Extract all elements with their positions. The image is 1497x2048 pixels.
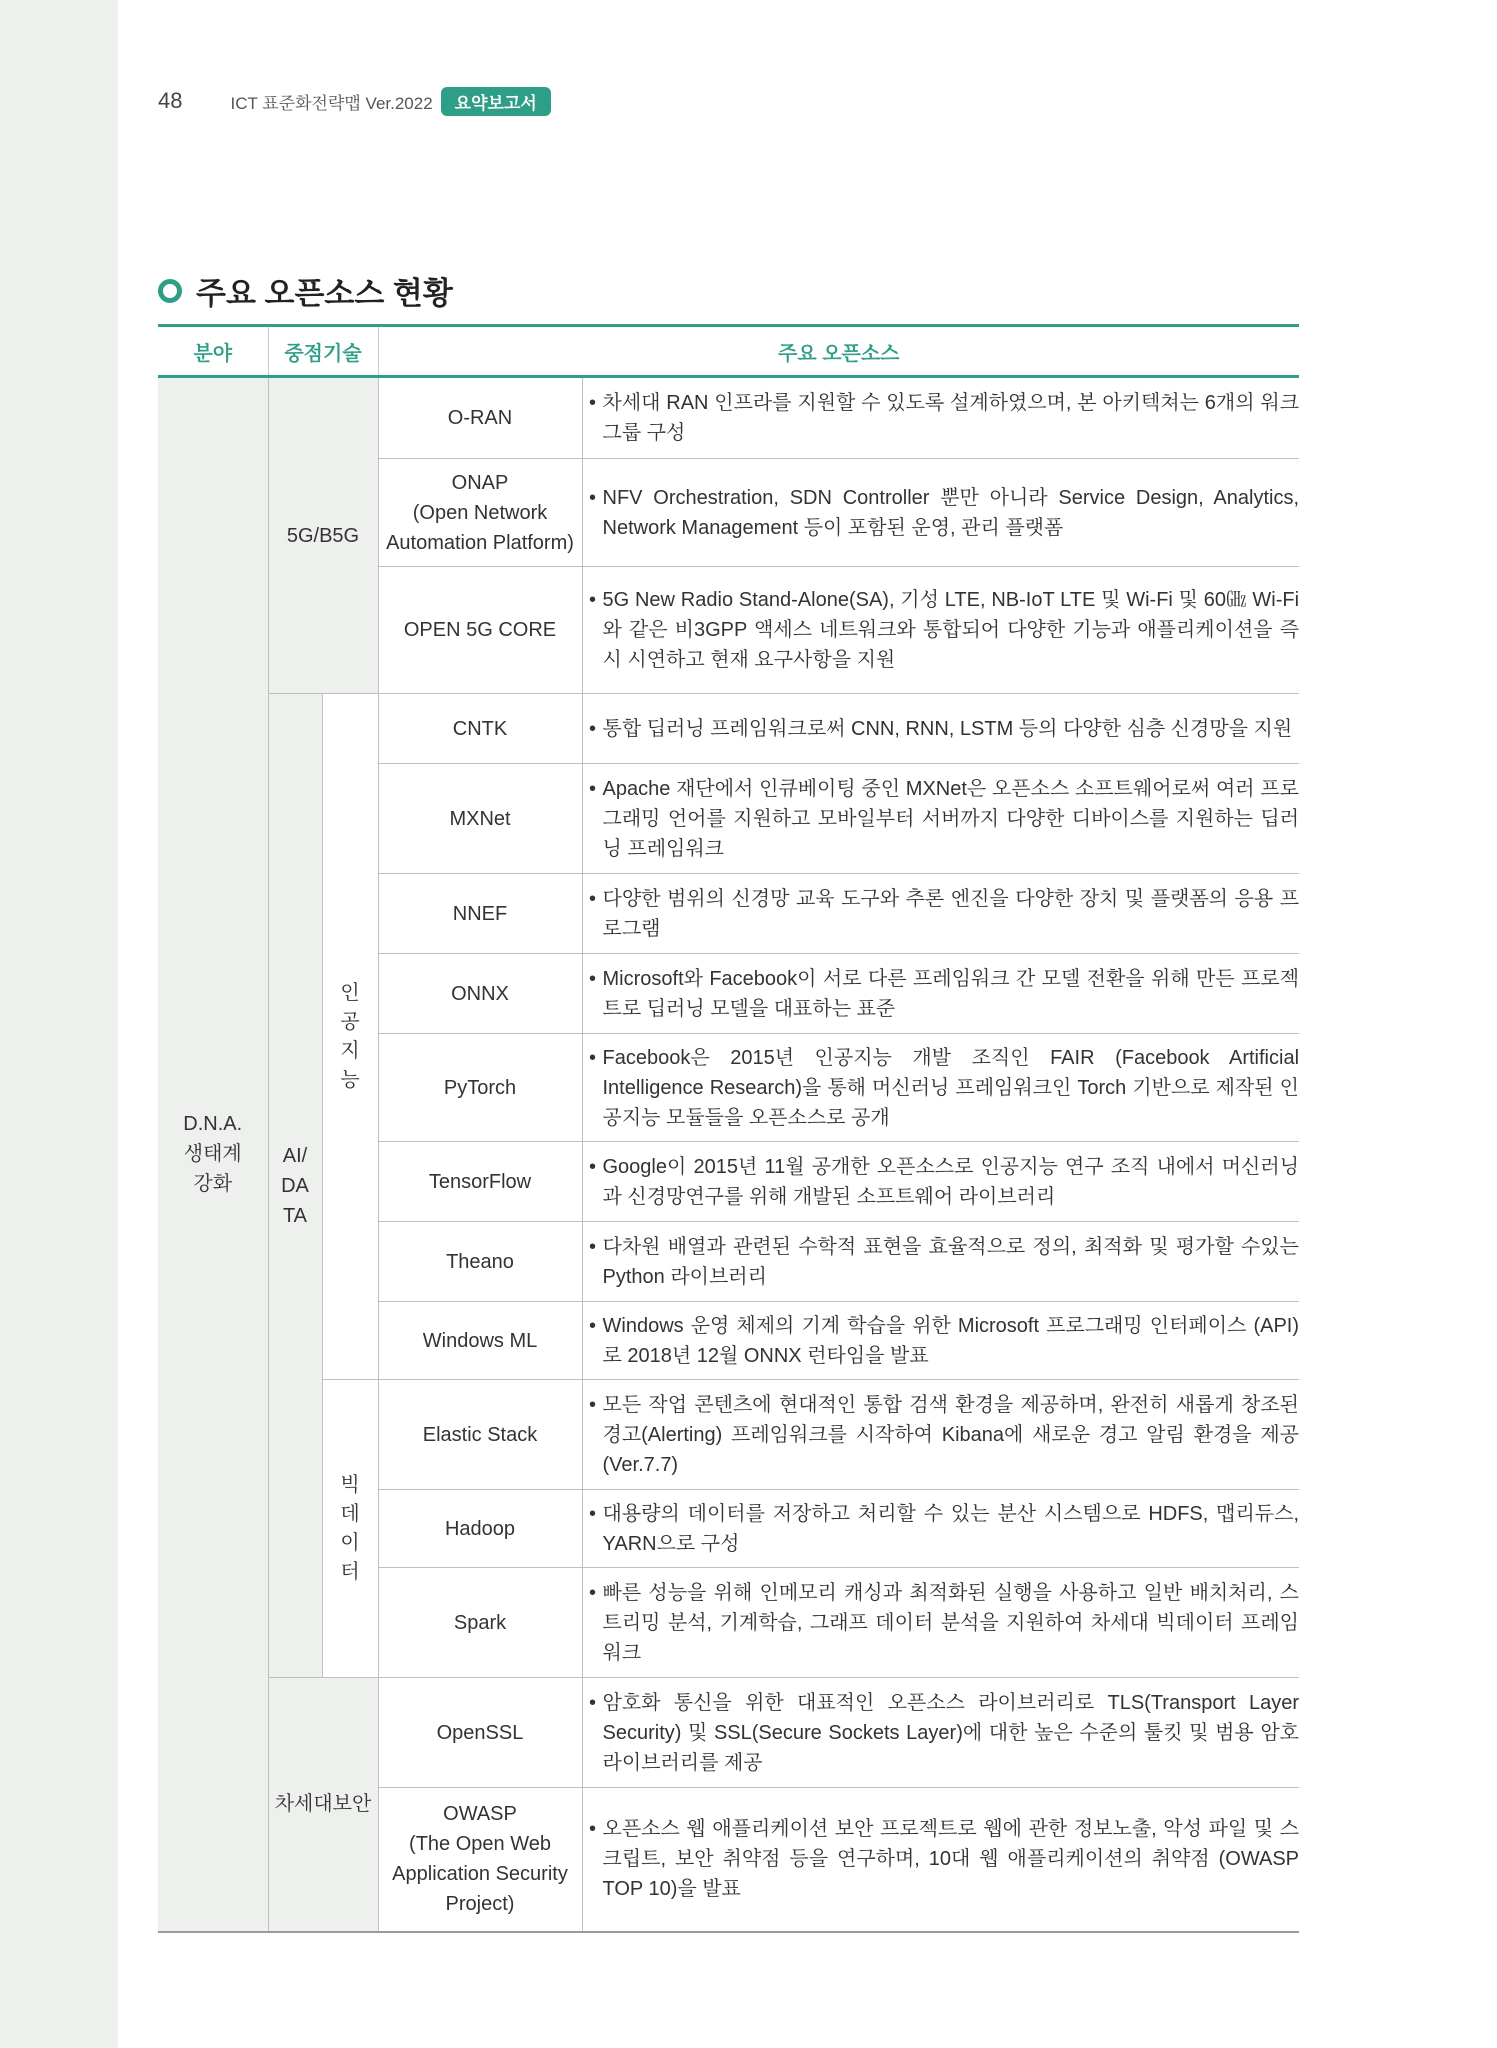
bullet-dot: •: [588, 1314, 596, 1337]
oss-description: 차세대 RAN 인프라를 지원할 수 있도록 설계하였으며, 본 아키텍쳐는 6개의 워크그룹 구성: [602, 392, 1300, 444]
oss-description: 다차원 배열과 관련된 수학적 표현을 효율적으로 정의, 최적화 및 평가할 수있는 Python 라이브러리: [602, 1235, 1300, 1288]
oss-name: CNTK: [378, 694, 582, 764]
table-row: [158, 1678, 1299, 1788]
bullet-dot: •: [588, 1818, 596, 1841]
section-heading: [158, 268, 453, 313]
oss-name: NNEF: [378, 874, 582, 954]
oss-description: 다양한 범위의 신경망 교육 도구와 추론 엔진을 다양한 장치 및 플랫폼의 응용 프로그램: [602, 887, 1300, 940]
group-security: 차세대보안: [268, 1678, 378, 1932]
oss-description: Facebook은 2015년 인공지능 개발 조직인 FAIR (Facebook Artificial Intelligence Research)을 통해 머신러닝 프레임워크인 Torch 기반으로 제작된 인공지능 모듈들을 오픈소스로 공개: [602, 1046, 1300, 1129]
header-focus-tech: 중점기술: [268, 326, 378, 377]
group-ai-data: AI/ DA TA: [268, 694, 322, 1678]
bullet-dot: •: [588, 486, 596, 509]
bullet-dot: •: [588, 1393, 596, 1416]
bullet-dot: •: [588, 967, 596, 990]
bullet-dot: •: [588, 1235, 596, 1258]
field-cell: D.N.A. 생태계 강화: [158, 377, 268, 1932]
oss-description: 빠른 성능을 위해 인메모리 캐싱과 최적화된 실행을 사용하고 일반 배치처리, 스트리밍 분석, 기계학습, 그래프 데이터 분석을 지원하여 차세대 빅데이터 프레임워크: [602, 1581, 1300, 1664]
subgroup-ai: 인공지능: [340, 981, 360, 1091]
bullet-dot: •: [588, 1155, 596, 1178]
section-title: 주요 오픈소스 현황: [196, 276, 453, 311]
bullet-dot: •: [588, 1046, 596, 1069]
page-number: 48: [158, 88, 183, 113]
oss-name: ONNX: [378, 954, 582, 1034]
oss-description: 5G New Radio Stand-Alone(SA), 기성 LTE, NB-IoT LTE 및 Wi-Fi 및 60㎓ Wi-Fi와 같은 비3GPP 액세스 네트워크와 통합되어 다양한 기능과 애플리케이션을 즉시 시연하고 현재 요구사항을 지원: [602, 589, 1300, 671]
table-row: [158, 377, 1299, 459]
bullet-dot: •: [588, 1581, 596, 1604]
oss-description: NFV Orchestration, SDN Controller 뿐만 아니라 Service Design, Analytics, Network Management 등이 포함된 운영, 관리 플랫폼: [602, 486, 1300, 539]
oss-description: 암호화 통신을 위한 대표적인 오픈소스 라이브러리로 TLS(Transport Layer Security) 및 SSL(Secure Sockets Layer)에 대한 높은 수준의 툴킷 및 범용 암호 라이브러리를 제공: [602, 1691, 1300, 1774]
oss-description: 오픈소스 웹 애플리케이션 보안 프로젝트로 웹에 관한 정보노출, 악성 파일 및 스크립트, 보안 취약점 등을 연구하며, 10대 웹 애플리케이션의 취약점 (OWASP TOP 10)을 발표: [602, 1818, 1300, 1901]
table-row: [158, 1380, 1299, 1490]
group-5g-b5g: 5G/B5G: [268, 377, 378, 694]
publication-title: ICT 표준화전략맵 Ver.2022: [230, 93, 433, 113]
oss-name: O-RAN: [378, 377, 582, 459]
header-main-oss: 주요 오픈소스: [378, 326, 1299, 377]
bullet-dot: •: [588, 777, 596, 800]
oss-description: 대용량의 데이터를 저장하고 처리할 수 있는 분산 시스템으로 HDFS, 맵리듀스, YARN으로 구성: [602, 1502, 1300, 1555]
oss-name: OWASP (The Open Web Application Security Project): [378, 1788, 582, 1932]
oss-name: Windows ML: [378, 1302, 582, 1380]
oss-description: Apache 재단에서 인큐베이팅 중인 MXNet은 오픈소스 소프트웨어로써 여러 프로그래밍 언어를 지원하고 모바일부터 서버까지 다양한 디바이스를 지원하는 딥러닝 프레임워크: [602, 777, 1300, 860]
oss-name: Elastic Stack: [378, 1380, 582, 1490]
bullet-dot: •: [588, 1691, 596, 1714]
open-source-table: [158, 324, 1299, 1933]
oss-description: Microsoft와 Facebook이 서로 다른 프레임워크 간 모델 전환을 위해 만든 프로젝트로 딥러닝 모델을 대표하는 표준: [602, 967, 1300, 1020]
oss-description: 모든 작업 콘텐츠에 현대적인 통합 검색 환경을 제공하며, 완전히 새롭게 창조된 경고(Alerting) 프레임워크를 시작하여 Kibana에 새로운 경고 알림 환경을 제공 (Ver.7.7): [602, 1393, 1300, 1476]
ring-bullet-icon: [158, 279, 182, 303]
table-row: [158, 694, 1299, 764]
header-field: 분야: [158, 326, 268, 377]
oss-name: MXNet: [378, 764, 582, 874]
bullet-dot: •: [588, 589, 596, 611]
oss-name: Spark: [378, 1568, 582, 1678]
oss-description: 통합 딥러닝 프레임워크로써 CNN, RNN, LSTM 등의 다양한 심층 신경망을 지원: [602, 717, 1293, 740]
oss-name: OpenSSL: [378, 1678, 582, 1788]
page-header: [158, 84, 551, 118]
bullet-dot: •: [588, 717, 596, 740]
bullet-dot: •: [588, 1502, 596, 1525]
report-badge: 요약보고서: [441, 87, 551, 116]
subgroup-bigdata: 빅데이터: [340, 1473, 360, 1583]
oss-name: TensorFlow: [378, 1142, 582, 1222]
oss-name: ONAP (Open Network Automation Platform): [378, 459, 582, 567]
table-header-row: [158, 326, 1299, 377]
oss-name: Hadoop: [378, 1490, 582, 1568]
oss-description: Google이 2015년 11월 공개한 오픈소스로 인공지능 연구 조직 내에서 머신러닝과 신경망연구를 위해 개발된 소프트웨어 라이브러리: [602, 1155, 1300, 1208]
side-strip: [0, 0, 118, 2048]
oss-name: Theano: [378, 1222, 582, 1302]
bullet-dot: •: [588, 392, 596, 414]
oss-name: OPEN 5G CORE: [378, 567, 582, 694]
oss-description: Windows 운영 체제의 기계 학습을 위한 Microsoft 프로그래밍 인터페이스 (API)로 2018년 12월 ONNX 런타임을 발표: [602, 1314, 1300, 1367]
oss-name: PyTorch: [378, 1034, 582, 1142]
bullet-dot: •: [588, 887, 596, 910]
